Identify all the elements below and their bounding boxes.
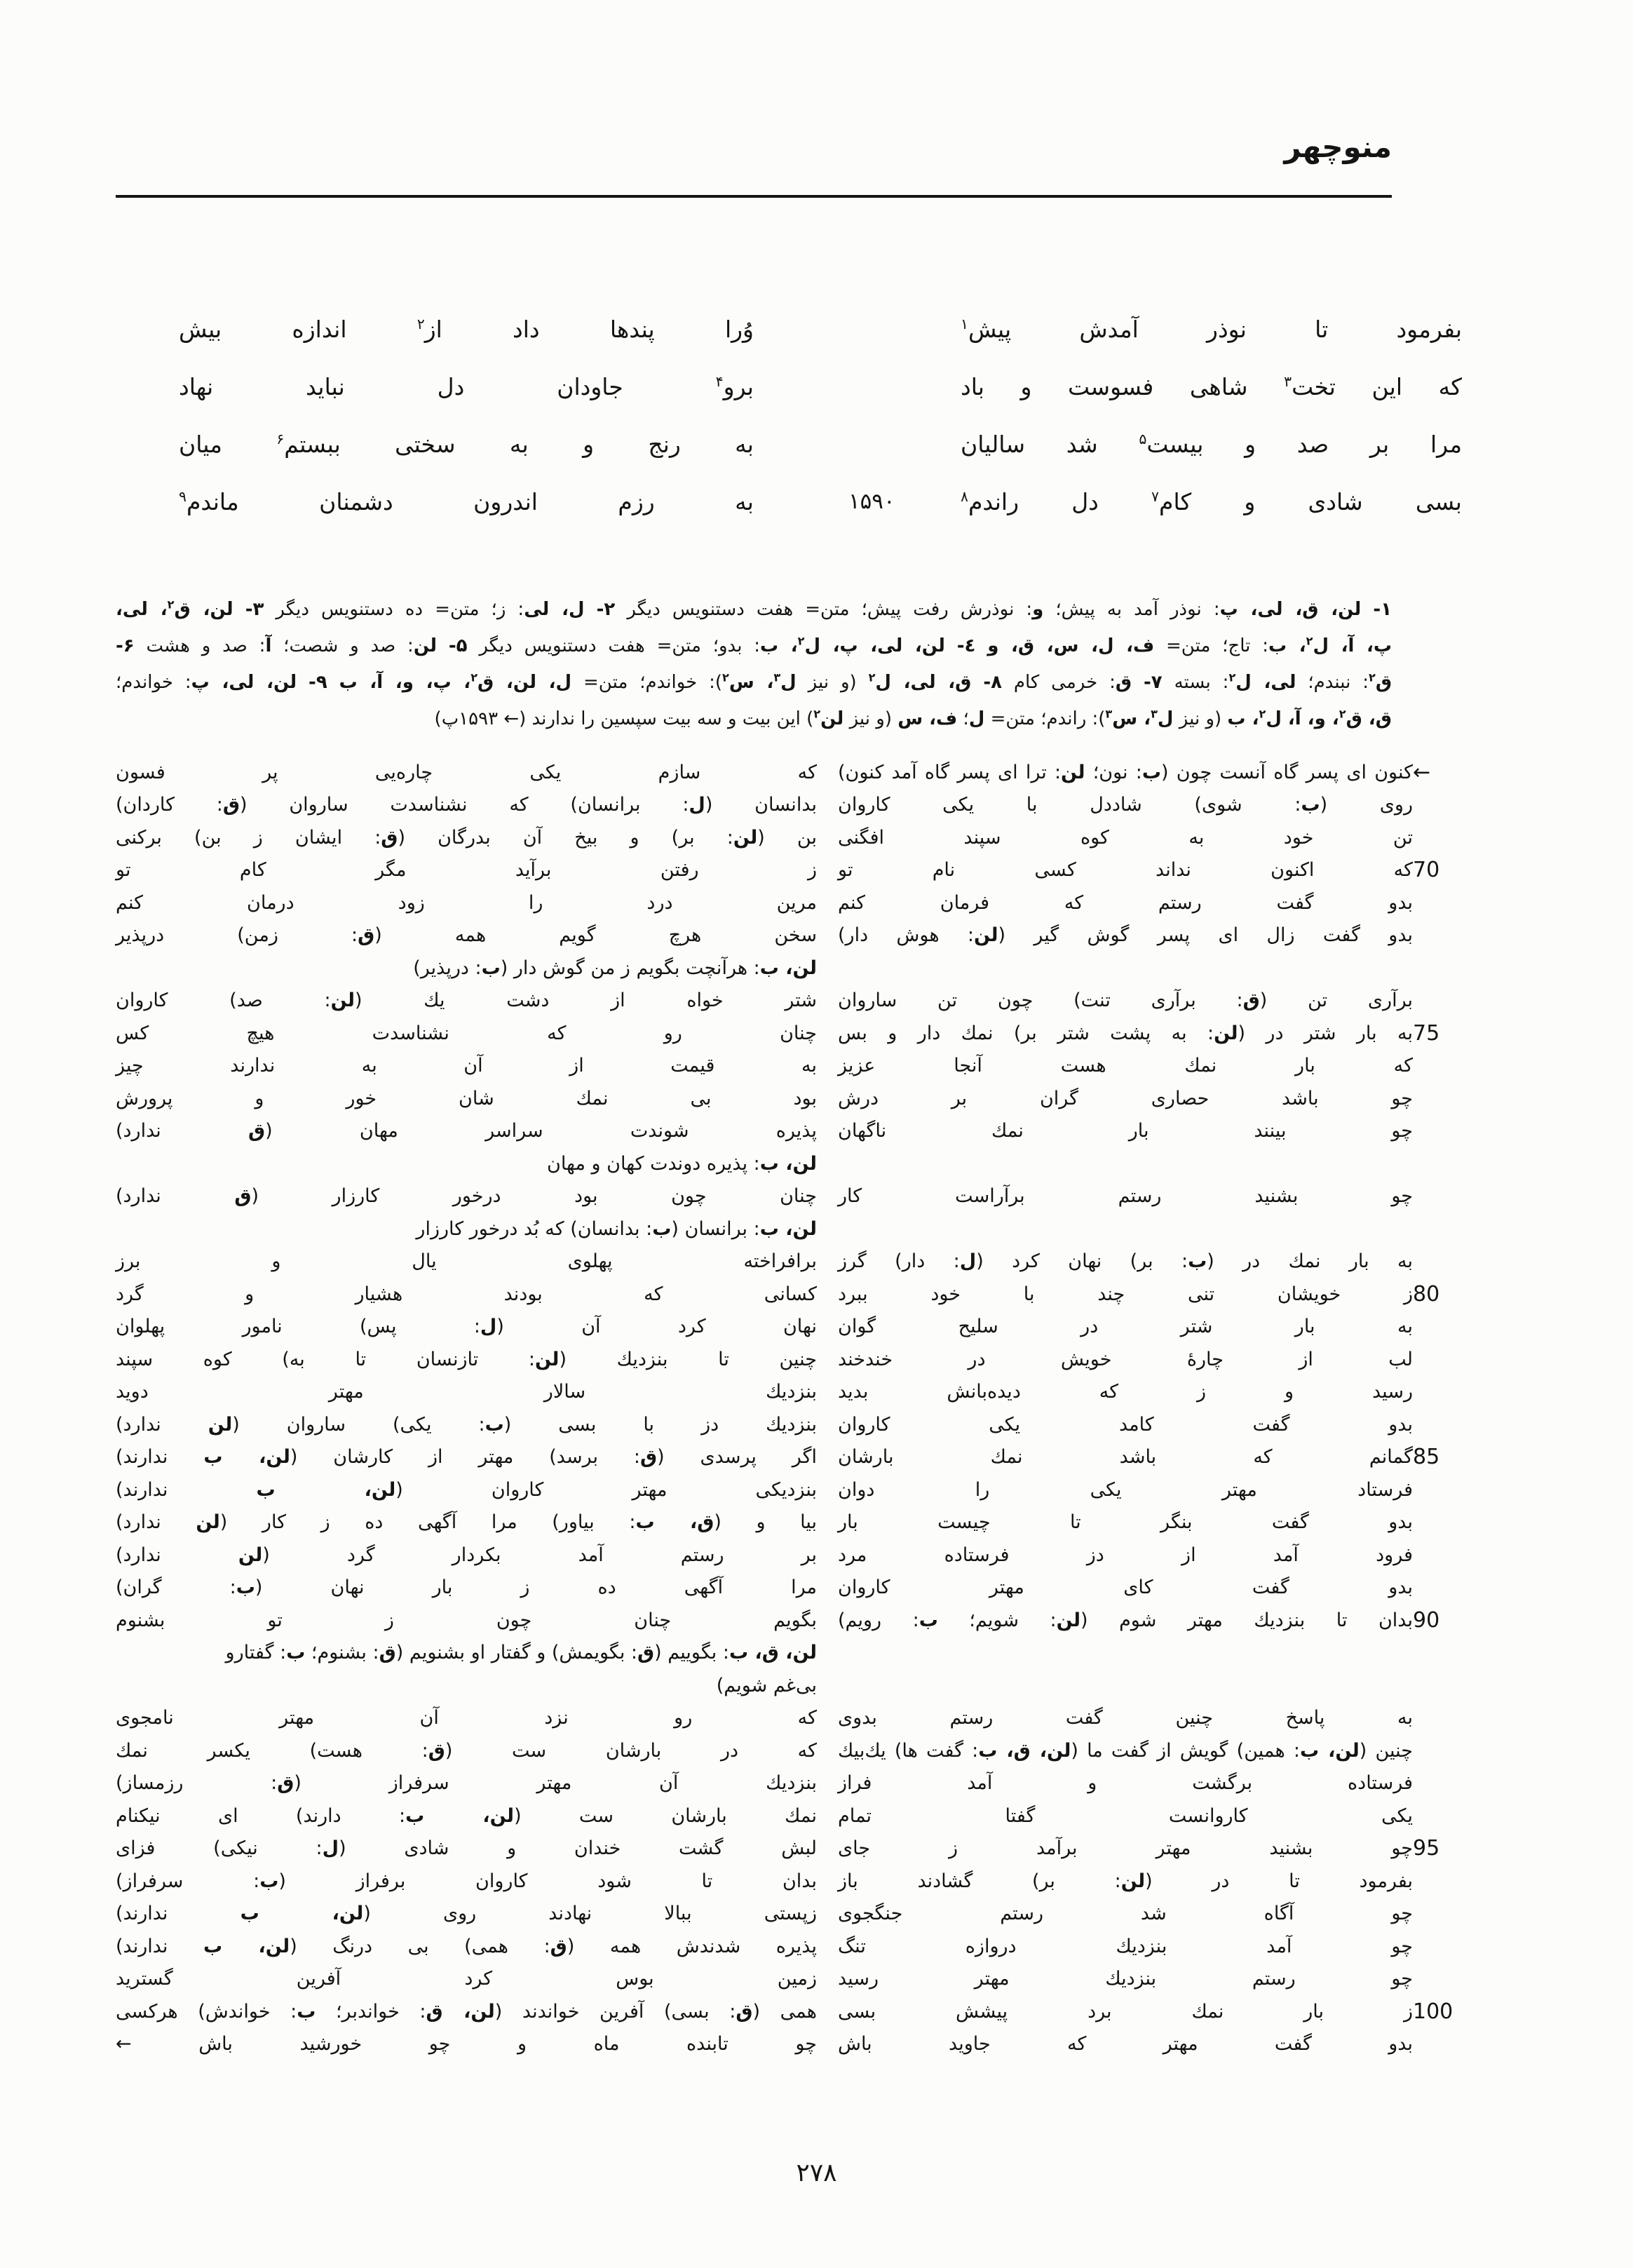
body-hemistich-left: که سازم یکی چاره‌یی پر فسون xyxy=(116,761,817,783)
header-rule xyxy=(116,195,1392,198)
body-row xyxy=(116,1930,1515,1963)
body-row xyxy=(116,1115,1515,1148)
body-hemistich-left: شتر خواه از دشت یك (لن: صد) کاروان xyxy=(116,990,817,1012)
verse-row xyxy=(116,415,1515,473)
body-row xyxy=(116,1898,1515,1931)
body-row xyxy=(116,1082,1515,1115)
body-hemistich-left: همی (ق: بسی) آفرین خواندند (لن، ق: خواندبر؛ ب: خواندش) هرکسی xyxy=(116,2000,817,2023)
body-hemistich-left: چنان رو که نشناسدت هیچ کس xyxy=(116,1022,817,1044)
body-row xyxy=(116,1213,1515,1246)
body-row xyxy=(116,1278,1515,1311)
apparatus-lines xyxy=(116,591,1392,737)
body-row xyxy=(116,886,1515,919)
body-hemistich-left: چنان چون بود درخور کارزار (ق ندارد) xyxy=(116,1185,817,1208)
row-number: 90 xyxy=(1413,1607,1440,1633)
body-row xyxy=(116,1865,1515,1898)
apparatus-line: ق، ق$^۲$، و، آ، ل$^۲$، ب (و نیز ل$^۳$، س$^۳$): راندم؛ متن= ل؛ ف، س (و نیز لن$^۲$) این بیت و سه بیت سپسین را ندارند (← ۱۵۹۳پ) xyxy=(434,707,1392,729)
body-hemistich-left: بنزدیك آن مهتر سرفراز (ق: رزمساز) xyxy=(116,1772,817,1795)
body-hemistich-right: چنین (لن، ب: همین) گویش از گفت ما (لن، ق، ب: گفت ها) یك‌بیك xyxy=(838,1739,1413,1762)
body-hemistich-left: کسانی که بودند هشیار و گرد xyxy=(116,1283,817,1305)
apparatus-line: پ، آ، ل$^۲$، ب: تاج؛ متن= ف، ل، س، ق، و ٤- لن، لی، پ، ل$^۲$، ب: بدو؛ متن= هفت دستنویس دیگر ۵- لن: صد و شصت؛ آ: صد و هشت ۶- xyxy=(116,634,1393,656)
hemistich-left: وُرا پندها داد از$^۲$ اندازه بیش xyxy=(179,315,754,343)
body-row xyxy=(116,789,1515,822)
body-hemistich-left: بنزدیکی مهتر کاروان (لن، ب ندارند) xyxy=(116,1478,817,1501)
body-row xyxy=(116,1995,1515,2028)
row-number: 70 xyxy=(1413,858,1440,883)
row-number: ← xyxy=(1413,760,1431,785)
body-hemistich-right: برآری تن (ق: برآری تنت) چون تن ساروان xyxy=(838,990,1414,1012)
body-hemistich-left: چو تابنده ماه و چو خورشید باش ← xyxy=(116,2033,817,2056)
body-row xyxy=(116,1604,1515,1637)
body-hemistich-right: چو باشد حصاری گران بر درش xyxy=(838,1087,1413,1109)
hemistich-right: که این تخت$^۳$ شاهی فسوست و باد xyxy=(961,372,1462,400)
body-hemistich-right: بدو گفت بنگر تا چیست بار xyxy=(838,1511,1413,1534)
body-hemistich-right: بدو گفت زال ای پسر گوش گیر (لن: هوش دار) xyxy=(838,924,1414,947)
body-row xyxy=(116,1473,1515,1506)
body-hemistich-right: بدو گفت کامد یکی کاروان xyxy=(838,1413,1413,1436)
body-row xyxy=(116,1572,1515,1605)
body-hemistich-right: چو آمد بنزدیك دروازه تنگ xyxy=(838,1935,1413,1957)
body-row xyxy=(116,1180,1515,1213)
body-hemistich-right: چو بشنید مهتر برآمد ز جای xyxy=(838,1837,1413,1860)
body-hemistich-left: بیا و (ق، ب: بیاور) مرا آگهی ده ز کار (لن ندارد) xyxy=(116,1511,817,1534)
body-row xyxy=(116,1800,1515,1832)
body-block xyxy=(116,756,1515,2060)
body-hemistich-right: که اکنون نداند کسی نام تو xyxy=(838,859,1413,882)
body-row xyxy=(116,2028,1515,2061)
verse-row xyxy=(116,358,1515,415)
body-hemistich-right: فرستاد مهتر یکی را دوان xyxy=(838,1478,1413,1501)
body-hemistich-left: بگویم چنان چون ز تو بشنوم xyxy=(116,1609,817,1631)
body-row xyxy=(116,1539,1515,1572)
body-hemistich-left: به قیمت از آن به ندارند چیز xyxy=(116,1055,817,1077)
body-row xyxy=(116,1669,1515,1702)
body-hemistich-right: به پاسخ چنین گفت رستم بدوی xyxy=(838,1707,1413,1729)
body-hemistich-left: چنین تا بنزدیك (لن: تازنسان تا به) کوه سپند xyxy=(116,1348,817,1370)
body-hemistich-left: بر رستم آمد بکردار گرد (لن ندارد) xyxy=(116,1544,817,1566)
body-row xyxy=(116,1050,1515,1083)
body-hemistich-right: گمانم که باشد نمك بارشان xyxy=(838,1446,1413,1469)
body-hemistich-left: سخن هرچ گویم همه (ق: زمن) درپذیر xyxy=(116,924,817,947)
verse-number: ۱۵۹۰ xyxy=(848,489,895,514)
hemistich-left: برو$^۴$ جاودان دل نباید نهاد xyxy=(179,372,754,400)
body-row xyxy=(116,1343,1515,1376)
body-hemistich-left: بی‌غم شویم) xyxy=(716,1674,817,1696)
row-number: 100 xyxy=(1413,1999,1454,2024)
body-hemistich-left: بنزدیك سالار مهتر دوید xyxy=(116,1381,817,1403)
body-hemistich-left: لن، ب: پذیره دوندت کهان و مهان xyxy=(546,1152,817,1175)
body-row xyxy=(116,821,1515,854)
body-hemistich-left: برافراخته پهلوی یال و برز xyxy=(116,1250,817,1273)
body-row xyxy=(116,919,1515,952)
body-row xyxy=(116,1311,1515,1344)
body-hemistich-right: رسید و ز که دیده‌بانش بدید xyxy=(838,1381,1413,1403)
body-hemistich-right: کنون ای پسر گاه آنست چون (ب: نون؛ لن: ترا ای پسر گاه آمد کنون) xyxy=(838,761,1413,783)
body-row xyxy=(116,756,1515,789)
body-row xyxy=(116,952,1515,985)
body-hemistich-left: بود بی نمك شان خور و پرورش xyxy=(116,1087,817,1109)
body-row xyxy=(116,1408,1515,1441)
row-number: 80 xyxy=(1413,1281,1440,1307)
body-hemistich-right: فرستاده برگشت و آمد فراز xyxy=(838,1772,1413,1795)
apparatus-line: ق$^۲$: نبندم؛ لی، ل$^۲$: بسته ۷- ق: خرمی کام ۸- ق، لی، ل$^۲$ (و نیز ل$^۳$، س$^۲$): خواندم؛ متن= ل، لن، ق$^۲$، پ، و، آ، ب ۹- لن، لی، پ: خواندم؛ xyxy=(116,670,1393,693)
body-hemistich-left: پذیره شوندت سراسر مهان (ق ندارد) xyxy=(116,1120,817,1142)
hemistich-left: به رنج و به سختی ببستم$^۶$ میان xyxy=(179,430,754,458)
body-hemistich-right: تن خود به کوه سپند افگنی xyxy=(838,826,1413,849)
body-hemistich-right: یکی کاروانست گفتا تمام xyxy=(838,1804,1413,1827)
body-hemistich-left: بنزدیك دز با بسی (ب: یکی) ساروان (لن ندارد) xyxy=(116,1413,817,1436)
body-hemistich-left: مرین درد را زود درمان کنم xyxy=(116,891,817,914)
body-row xyxy=(116,985,1515,1018)
body-row xyxy=(116,1767,1515,1800)
verse-block xyxy=(116,300,1515,530)
body-hemistich-left: بن (لن: بر) و بیخ آن بدرگان (ق: ایشان ز بن) برکنی xyxy=(116,826,817,849)
body-hemistich-right: بدان تا بنزدیك مهتر شوم (لن: شویم؛ ب: رویم) xyxy=(838,1609,1413,1631)
body-hemistich-left: لن، ق، ب: بگوییم (ق: بگویمش) و گفتار او بشنویم (ق: بشنوم؛ ب: گفتارو xyxy=(225,1642,817,1664)
body-hemistich-right: ز بار نمك برد پیشش بسی xyxy=(838,2000,1413,2023)
body-hemistich-left: لن، ب: هرآنچت بگویم ز من گوش دار (ب: درپذیر) xyxy=(413,957,817,979)
body-row xyxy=(116,1441,1515,1474)
apparatus-line: ۱- لن، ق، لی، پ: نوذر آمد به پیش؛ و: نوذرش رفت پیش؛ متن= هفت دستنویس دیگر ۲- ل، لی: ز؛ متن= ده دستنویس دیگر ۳- لن، ق$^۲$، لی، xyxy=(116,598,1393,620)
body-hemistich-right: فرود آمد از دز فرستاده مرد xyxy=(838,1544,1413,1566)
body-hemistich-left: لن، ب: برانسان (ب: بدانسان) که بُد درخور کارزار xyxy=(416,1217,817,1240)
body-hemistich-left: مرا آگهی ده ز بار نهان (ب: گران) xyxy=(116,1577,817,1599)
body-hemistich-right: روی (ب: شوی) شاددل با یکی کاروان xyxy=(838,794,1414,816)
body-hemistich-left: لبش گشت خندان و شادی (ل: نیکی) فزای xyxy=(116,1837,817,1860)
running-head: منوچهر xyxy=(1284,130,1392,164)
body-hemistich-right: چو بشنید رستم برآراست کار xyxy=(838,1185,1413,1208)
hemistich-right: مرا بر صد و بیست$^۵$ شد سالیان xyxy=(961,430,1462,458)
hemistich-left: به رزم اندرون دشمنان ماندم$^۹$ xyxy=(179,487,754,515)
verse-row xyxy=(116,300,1515,358)
body-hemistich-right: چو رستم بنزدیك مهتر رسید xyxy=(838,1968,1413,1990)
body-rows xyxy=(116,756,1515,2060)
body-hemistich-right: چو بینند بار نمك ناگهان xyxy=(838,1120,1413,1142)
body-hemistich-right: به بار شتر در (لن: به پشت شتر بر) نمك دار و بس xyxy=(838,1022,1413,1044)
body-hemistich-left: پذیره شدندش همه (ق: همی) بی درنگ (لن، ب ندارند) xyxy=(116,1935,817,1957)
body-row xyxy=(116,1017,1515,1050)
body-hemistich-right: ز خویشان تنی چند با خود ببرد xyxy=(838,1283,1413,1305)
body-hemistich-right: بدو گفت مهتر که جاوید باش xyxy=(838,2033,1413,2056)
apparatus-block xyxy=(116,591,1392,737)
body-hemistich-left: که در بارشان ست (ق: هست) یکسر نمك xyxy=(116,1739,817,1762)
body-hemistich-left: نهان کرد آن (ل: پس) نامور پهلوان xyxy=(116,1316,817,1338)
body-row xyxy=(116,1702,1515,1735)
body-hemistich-right: بدو گفت رستم که فرمان کنم xyxy=(838,891,1413,914)
body-row xyxy=(116,1376,1515,1409)
body-row xyxy=(116,1734,1515,1767)
body-hemistich-left: بدان تا شود کاروان برفراز (ب: سرفراز) xyxy=(116,1870,817,1892)
body-row xyxy=(116,854,1515,887)
body-hemistich-right: که بار نمك هست آنجا عزیز xyxy=(838,1055,1413,1077)
body-hemistich-right: بدو گفت کای مهتر کاروان xyxy=(838,1577,1413,1599)
body-hemistich-left: اگر پرسدی (ق: برسد) مهتر از کارشان (لن، ب ندارند) xyxy=(116,1446,818,1469)
body-hemistich-right: به بار نمك در (ب: بر) نهان کرد (ل: دار) گرز xyxy=(838,1250,1413,1273)
body-hemistich-right: چو آگاه شد رستم جنگجوی xyxy=(838,1903,1413,1925)
hemistich-right: بفرمود تا نوذر آمدش پیش$^۱$ xyxy=(961,315,1462,343)
row-number: 85 xyxy=(1413,1445,1440,1470)
body-hemistich-left: ز رفتن برآید مگر کام تو xyxy=(116,859,817,882)
body-hemistich-left: زمین بوس کرد آفرین گسترید xyxy=(116,1968,817,1990)
hemistich-right: بسی شادی و کام$^۷$ دل راندم$^۸$ xyxy=(961,487,1462,515)
body-hemistich-right: لب از چارهٔ خویش در خندخند xyxy=(838,1348,1413,1370)
body-hemistich-right: به بار شتر در سلیح گوان xyxy=(838,1316,1413,1338)
verse-row xyxy=(116,473,1515,530)
verse-rows xyxy=(116,300,1515,530)
page-number: ۲۷۸ xyxy=(796,2159,837,2187)
body-row xyxy=(116,1832,1515,1865)
body-hemistich-left: زپستی ببالا نهادند روی (لن، ب ندارند) xyxy=(116,1903,817,1925)
body-row xyxy=(116,1147,1515,1180)
row-number: 95 xyxy=(1413,1836,1440,1861)
body-row xyxy=(116,1963,1515,1996)
body-hemistich-left: که رو نزد آن مهتر نامجوی xyxy=(116,1707,817,1729)
body-hemistich-right: بفرمود تا در (لن: بر) گشادند باز xyxy=(838,1870,1414,1892)
body-row xyxy=(116,1506,1515,1539)
body-hemistich-left: نمك بارشان ست (لن، ب: دارند) ای نیکنام xyxy=(116,1804,817,1827)
body-row xyxy=(116,1637,1515,1670)
body-hemistich-left: بدانسان (ل: برانسان) که نشناسدت ساروان (ق: کاردان) xyxy=(116,794,818,816)
body-row xyxy=(116,1246,1515,1278)
row-number: 75 xyxy=(1413,1020,1440,1046)
